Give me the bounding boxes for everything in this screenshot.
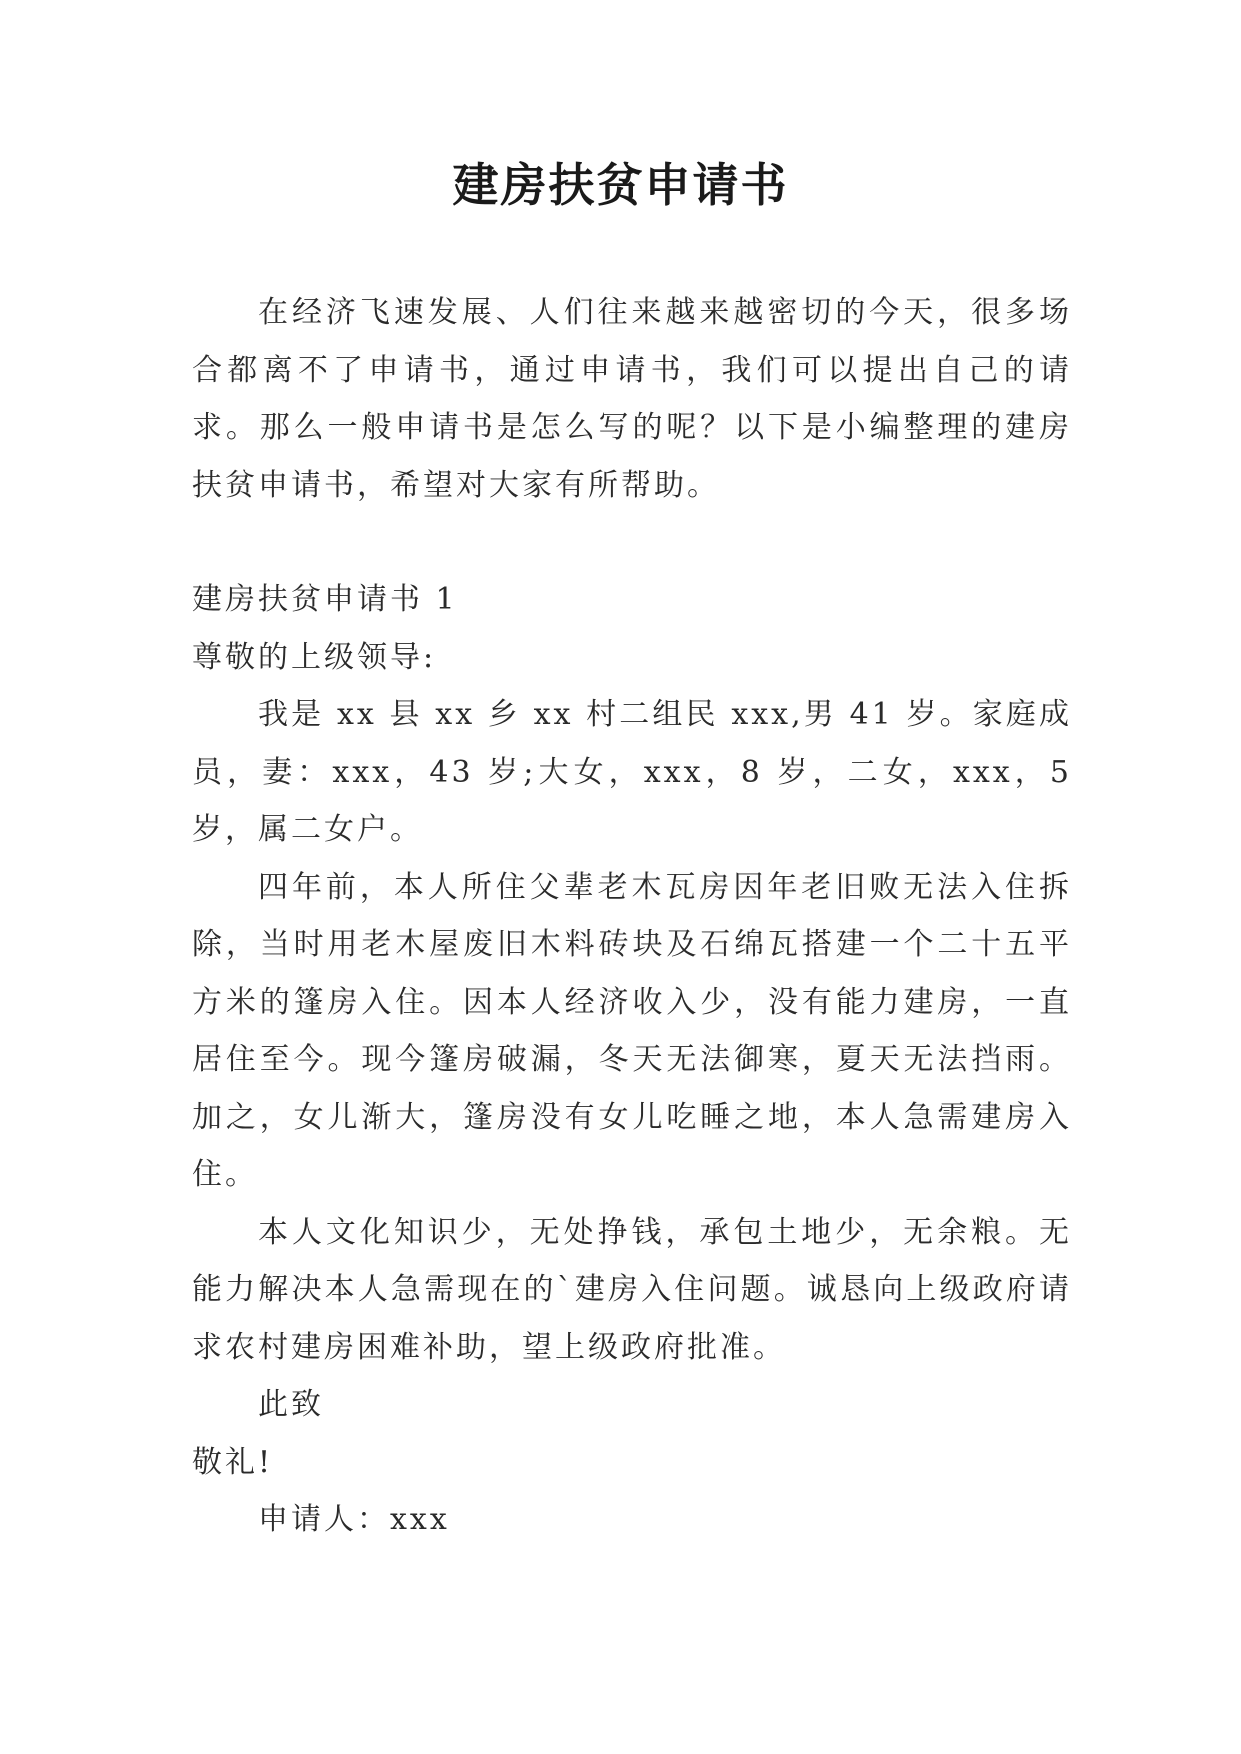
body-paragraph-request: 本人文化知识少，无处挣钱，承包土地少，无余粮。无能力解决本人急需现在的`建房入住问题。诚恳向上级政府请求农村建房困难补助，望上级政府批准。 [192, 1214, 1072, 1365]
closing-line-2: 敬礼! [192, 1444, 274, 1480]
closing-line-1: 此致 [258, 1387, 324, 1422]
document-body [192, 284, 1072, 1549]
section-heading: 建房扶贫申请书 1 [192, 582, 458, 617]
body-paragraph-housing: 四年前，本人所住父辈老木瓦房因年老旧败无法入住拆除，当时用老木屋废旧木料砖块及石绵瓦搭建一个二十五平方米的篷房入住。因本人经济收入少，没有能力建房，一直居住至今。现今篷房破漏，冬天无法御寒，夏天无法挡雨。加之，女儿渐大，篷房没有女儿吃睡之地，本人急需建房入住。 [192, 869, 1072, 1192]
document-title: 建房扶贫申请书 [452, 158, 789, 212]
intro-paragraph: 在经济飞速发展、人们往来越来越密切的今天，很多场合都离不了申请书，通过申请书，我们可以提出自己的请求。那么一般申请书是怎么写的呢？以下是小编整理的建房扶贫申请书，希望对大家有所帮助。 [192, 295, 1072, 503]
salutation: 尊敬的上级领导: [192, 639, 437, 675]
paragraph-spacer [192, 514, 1072, 571]
applicant-signature: 申请人：xxx [258, 1502, 450, 1537]
body-paragraph-family: 我是 xx 县 xx 乡 xx 村二组民 xxx,男 41 岁。家庭成员，妻：xxx，43 岁;大女，xxx，8 岁，二女，xxx，5 岁，属二女户。 [192, 697, 1072, 847]
